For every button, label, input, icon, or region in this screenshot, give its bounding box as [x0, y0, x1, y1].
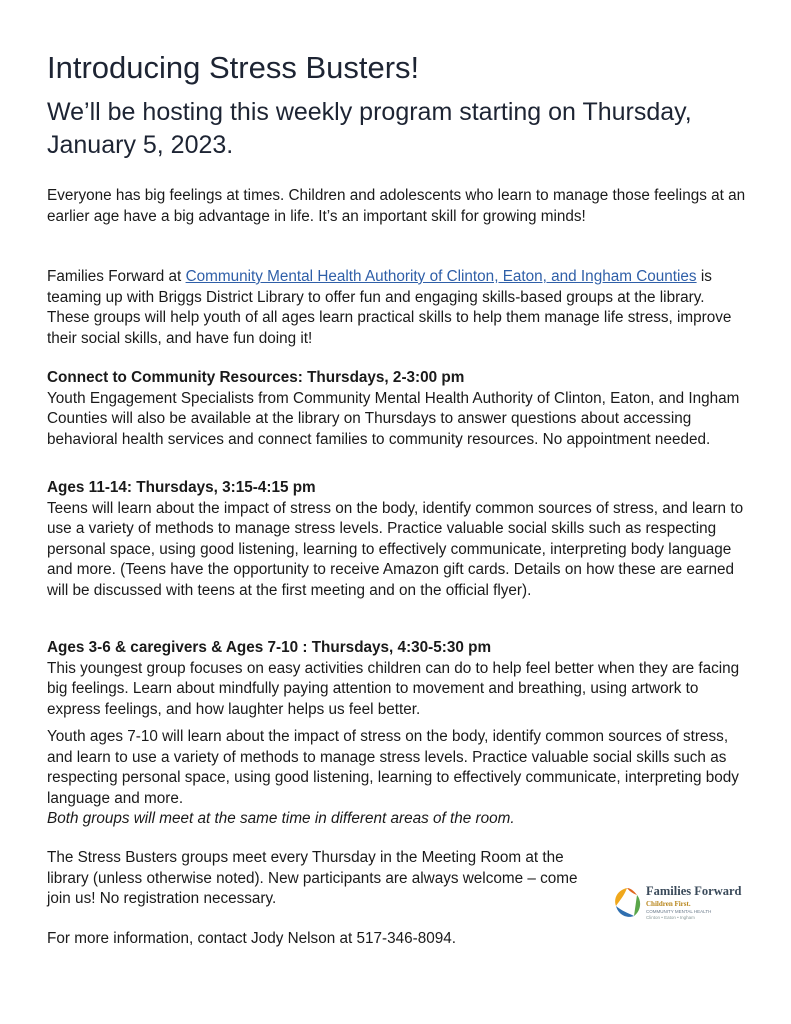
teens-heading: Ages 11-14: Thursdays, 3:15-4:15 pm [47, 479, 316, 496]
meeting-info-paragraph: The Stress Busters groups meet every Thursday in the Meeting Room at the library (unless otherwise noted). New participants are always welcome – come join us! No registration necessary. [47, 849, 578, 907]
youth-body: Youth ages 7-10 will learn about the impact of stress on the body, identify common sources of stress, and learn to use a variety of methods to manage stress levels. Practice valuable social skills such as respecting personal space, using good listening, learning to effectively communicate, interpreting body language and more. [47, 728, 739, 807]
logo-name: Families Forward [646, 884, 742, 898]
community-resources-section [47, 368, 747, 450]
families-forward-paragraph [47, 267, 747, 349]
intro-paragraph: Everyone has big feelings at times. Children and adolescents who learn to manage those feelings at an earlier age have a big advantage in life. It’s an important skill for growing minds! [47, 187, 746, 225]
logo-org: COMMUNITY MENTAL HEALTH [646, 909, 712, 914]
contact-paragraph: For more information, contact Jody Nelson at 517-346-8094. [47, 930, 456, 947]
community-resources-body: Youth Engagement Specialists from Community Mental Health Authority of Clinton, Eaton, and Ingham Counties will also be available at the library on Thursdays to answer questions about accessing behavioral health services and connect families to community resources. No appointment needed. [47, 389, 740, 448]
cmh-authority-link[interactable]: Community Mental Health Authority of Clinton, Eaton, and Ingham Counties [185, 268, 697, 285]
teens-body: Teens will learn about the impact of stress on the body, identify common sources of stress, and learn to use a variety of methods to manage stress levels. Practice valuable social skills such as respecting personal space, using good listening, learning to effectively communicate, interpreting body language and more. (Teens have the opportunity to receive Amazon gift cards. Details on how these are earned will be discussed with teens at the first meeting and on the official flyer). [47, 499, 744, 599]
page-subtitle: We’ll be hosting this weekly program starting on Thursday, January 5, 2023. [47, 98, 692, 159]
teens-section [47, 478, 747, 601]
families-forward-logo [610, 884, 750, 924]
logo-counties: Clinton • Eaton • Ingham [646, 915, 695, 920]
logo-tagline: Children First. [646, 900, 691, 908]
young-children-body: This youngest group focuses on easy activities children can do to help feel better when they are facing big feelings. Learn about mindfully paying attention to movement and breathing, using artwork to express feelings, and how laughter helps us feel better. [47, 659, 740, 718]
families-text-after: is teaming up with Briggs District Library to offer fun and engaging skills-based groups at the library. These groups will help youth of all ages learn practical skills to help them manage life stress, improve their social skills, and have fun doing it! [47, 268, 732, 347]
page-title: Introducing Stress Busters! [47, 50, 420, 85]
both-groups-note: Both groups will meet at the same time in different areas of the room. [47, 810, 515, 827]
families-forward-logo-mark-icon [610, 886, 644, 922]
families-text-before: Families Forward at [47, 268, 186, 285]
young-children-heading: Ages 3-6 & caregivers & Ages 7-10 : Thursdays, 4:30-5:30 pm [47, 639, 492, 656]
community-resources-heading: Connect to Community Resources: Thursdays, 2-3:00 pm [47, 369, 465, 386]
youth-section [47, 727, 747, 830]
young-children-section [47, 638, 747, 720]
